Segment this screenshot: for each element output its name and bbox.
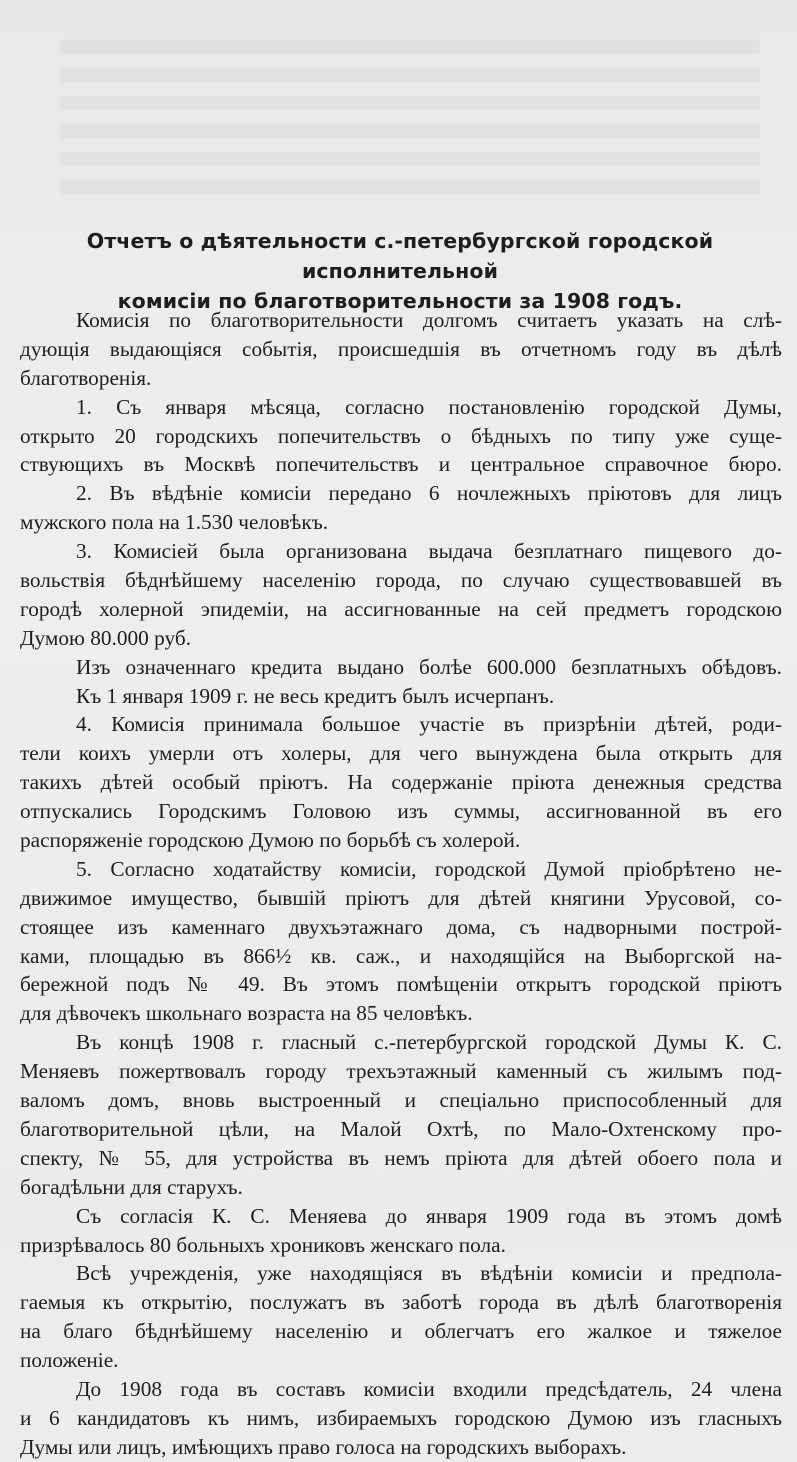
text-line: ствующихъ въ Москвѣ попечительствъ и центральное справочное бюро. <box>20 452 782 477</box>
text-line: До 1908 года въ составъ комисіи входили предсѣдатель, 24 члена <box>76 1376 782 1401</box>
text-line: на благо бѣднѣйшему населенію и облегчатъ его жалкое и тяжелое <box>20 1319 782 1344</box>
text-line: бережной подъ № 49. Въ этомъ помѣщеніи открытъ городской пріютъ <box>20 972 782 997</box>
text-line: Думы или лицъ, имѣющихъ право голоса на городскихъ выборахъ. <box>20 1434 627 1459</box>
text-line: спекту, № 55, для устройства въ немъ пріюта для дѣтей обоего пола и <box>20 1145 782 1170</box>
text-line: ками, площадью въ 866½ кв. саж., и находящійся на Выборгской на- <box>20 943 782 968</box>
text-line: валомъ домъ, вновь выстроенный и спеціально приспособленный для <box>20 1088 782 1113</box>
text-line: Всѣ учрежденія, уже находящіяся въ вѣдѣніи комисіи и предпола- <box>76 1261 782 1286</box>
text-line: стоящее изъ каменнаго двухъэтажнаго дома, съ надворными построй- <box>20 914 782 939</box>
document-body <box>20 306 782 1462</box>
title-line: комисіи по благотворительности за 1908 годъ. <box>117 289 683 313</box>
text-line: 5. Согласно ходатайству комисіи, городской Думой пріобрѣтено не- <box>76 856 782 881</box>
text-line: Думою 80.000 руб. <box>20 625 192 650</box>
text-line: движимое имущество, бывшій пріютъ для дѣтей княгини Урусовой, со- <box>20 885 782 910</box>
text-line: благотворенія. <box>20 365 152 390</box>
text-line: 2. Въ вѣдѣніе комисіи передано 6 ночлежныхъ пріютовъ для лицъ <box>76 481 782 506</box>
text-line: мужского пола на 1.530 человѣкъ. <box>20 510 329 535</box>
text-line: городѣ холерной эпидеміи, на ассигнованные на сей предметъ городскою <box>20 596 782 621</box>
text-line: Къ 1 января 1909 г. не весь кредитъ былъ исчерпанъ. <box>76 683 555 708</box>
text-line: такихъ дѣтей особый пріютъ. На содержаніе пріюта денежныя средства <box>20 770 782 795</box>
text-line: для дѣвочекъ школьнаго возраста на 85 человѣкъ. <box>20 1001 473 1026</box>
text-line: Меняевъ пожертвовалъ городу трехъэтажный каменный съ жилымъ под- <box>20 1059 782 1084</box>
text-line: Изъ означеннаго кредита выдано болѣе 600.000 безплатныхъ обѣдовъ. <box>76 654 782 679</box>
title-line: Отчетъ о дѣятельности с.-петербургской городской исполнительной <box>86 229 714 283</box>
text-line: положеніе. <box>20 1348 119 1373</box>
text-line: Съ согласія К. С. Меняева до января 1909 года въ этомъ домѣ <box>76 1203 782 1228</box>
text-line: призрѣвалось 80 больныхъ хрониковъ женскаго пола. <box>20 1232 506 1257</box>
show-through-text <box>60 40 760 200</box>
text-line: открыто 20 городскихъ попечительствъ о бѣдныхъ по типу уже суще- <box>20 423 782 448</box>
text-line: тели коихъ умерли отъ холеры, для чего вынуждена была открыть для <box>20 741 782 766</box>
text-line: дующія выдающіяся событія, происшедшія въ отчетномъ году въ дѣлѣ <box>20 336 782 361</box>
text-line: гаемыя къ открытію, послужатъ въ заботѣ города въ дѣлѣ благотворенія <box>20 1290 782 1315</box>
document-title <box>20 226 780 316</box>
text-line: распоряженіе городскою Думою по борьбѣ съ холерой. <box>20 828 521 853</box>
text-line: и 6 кандидатовъ къ нимъ, избираемыхъ городскою Думою изъ гласныхъ <box>20 1405 782 1430</box>
text-line: Въ концѣ 1908 г. гласный с.-петербургской городской Думы К. С. <box>76 1030 782 1055</box>
text-line: Комисія по благотворительности долгомъ считаетъ указать на слѣ- <box>76 308 782 332</box>
text-line: 1. Съ января мѣсяца, согласно постановленію городской Думы, <box>76 394 782 419</box>
text-line: богадѣльни для старухъ. <box>20 1174 243 1199</box>
text-line: вольствія бѣднѣйшему населенію города, по случаю существовавшей въ <box>20 568 782 593</box>
text-line: 3. Комисіей была организована выдача безплатнаго пищевого до- <box>76 539 782 564</box>
text-line: 4. Комисія принимала большое участіе въ призрѣніи дѣтей, роди- <box>76 712 782 737</box>
text-line: отпускались Городскимъ Головою изъ суммы, ассигнованной въ его <box>20 799 782 824</box>
text-line: благотворительной цѣли, на Малой Охтѣ, по Мало-Охтенскому про- <box>20 1116 782 1141</box>
